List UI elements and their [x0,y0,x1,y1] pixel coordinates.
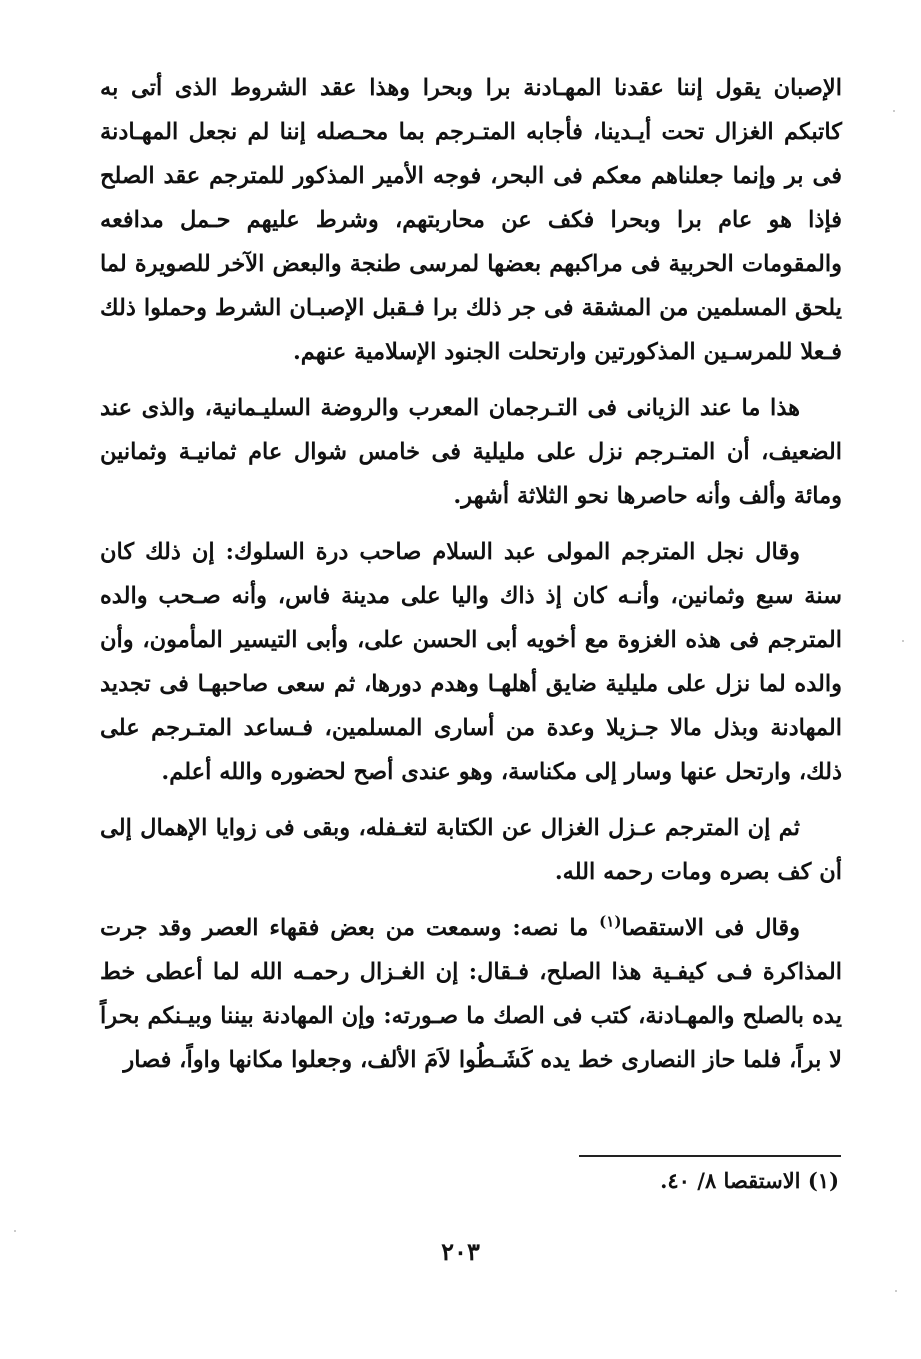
scan-speck [902,640,904,642]
scan-speck [895,1290,897,1292]
scan-speck [14,1230,16,1232]
page-number: ٢٠٣ [441,1237,480,1266]
paragraph-1: الإصبان يقول إننا عقدنا المهـادنة برا وبحرا وهذا عقد الشروط الذى أتى به كاتبكم الغزال تحت أيـدينا، فأجابه المتـرجم بما محـصله إننا لم نجعل المهـادنة فى بر وإنما جعلناهم معكم فى البحر، فوجه الأمير المذكور للمترجم عقد الصلح فإذا هو عام برا وبحرا فكف عن محاربتهم، وشرط عليهم حـمل مدافعه والمقومات الحربية فى مراكبهم بعضها لمرسى طنجة والبعض الآخر للصويرة لما يلحق المسلمين من المشقة فى جر ذلك برا فـقبل الإصبـان الشرط وحملوا ذلك فـعلا للمرسـين المذكورتين وارتحلت الجنود الإسلامية عنهم. [100,75,842,365]
paragraph-2: هذا ما عند الزيانى فى التـرجمان المعرب والروضة السليـمانية، والذى عند الضعيف، أن المتـرجم نزل على مليلية فى خامس شوال عام ثمانيـة وثمانين ومائة وألف وأنه حاصرها نحو الثلاثة أشهر. [100,395,842,509]
scan-speck [893,110,895,112]
paragraph-5-body: ما نصه: وسمعت من بعض فقهاء العصر وقد جرت المذاكرة فـى كيفـية هذا الصلح، فـقال: إن الغـزال رحمـه الله لما أعطى خط يده بالصلح والمهـادنة، كتب فى الصك ما صـورته: وإن المهادنة بيننا وبيـنكم بحراً لا براً، فلما حاز النصارى خط يده كَشَـطُوا لاَمَ الألف، وجعلوا مكانها واواً، فصار [100,915,842,1073]
main-text [100,66,842,1082]
footnote-marker[interactable]: (١) [599,912,622,931]
paragraph-5-lead: وقال فى الاستقصا [621,915,800,941]
footnote-divider [579,1155,841,1157]
paragraph-3: وقال نجل المترجم المولى عبد السلام صاحب درة السلوك: إن ذلك كان سنة سبع وثمانين، وأنـه كان إذ ذاك واليا على مدينة فاس، وأنه صـحب والده المترجم فى هذه الغزوة مع أخويه أبى الحسن على، وأبى التيسير المأمون، وأن والده لما نزل على مليلية ضايق أهلهـا وهدم دورها، ثم سعى صاحبهـا فى تجديد المهادنة وبذل مالا جـزيلا وعدة من أسارى المسلمين، فـساعد المتـرجم على ذلك، وارتحل عنها وسار إلى مكناسة، وهو عندى أصح لحضوره والله أعلم. [100,539,842,785]
paragraph-5 [100,906,842,1082]
footnote: (١) الاستقصا ٨/ ٤٠. [660,1168,839,1193]
paragraph-4: ثم إن المترجم عـزل الغزال عن الكتابة لتغـفله، وبقى فى زوايا الإهمال إلى أن كف بصره ومات رحمه الله. [100,815,842,885]
